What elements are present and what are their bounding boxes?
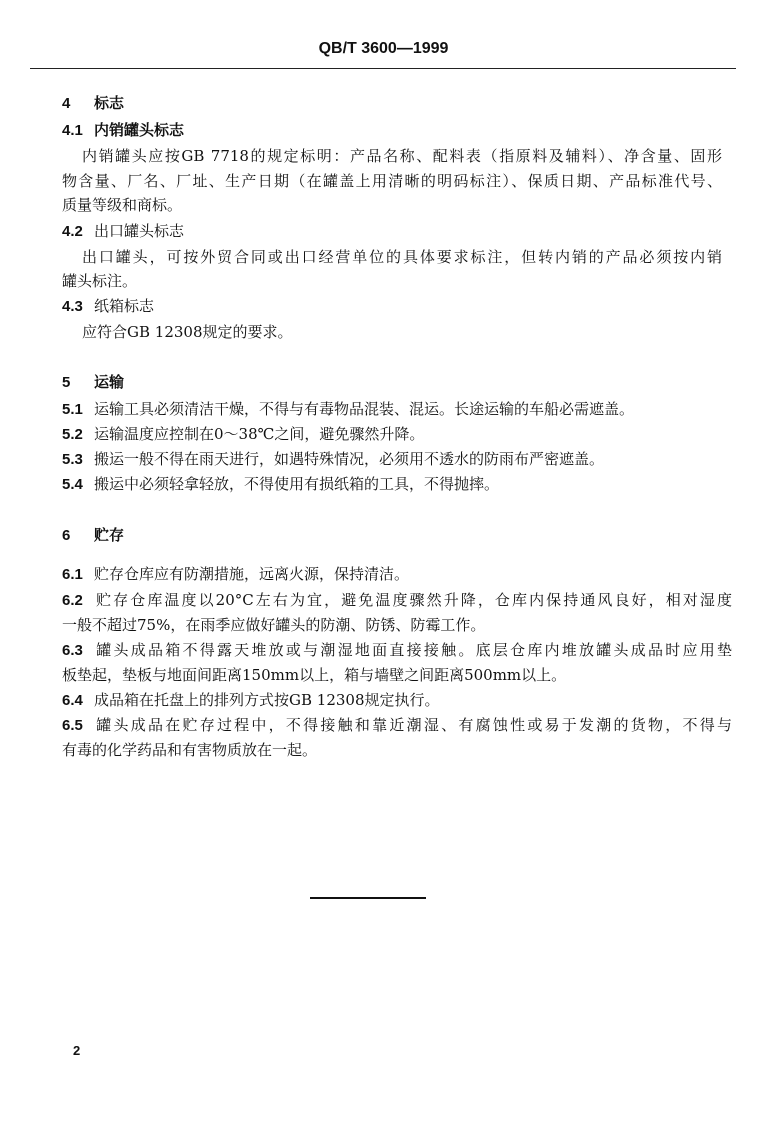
clause-number: 5.4	[62, 476, 83, 493]
clause-6-5	[62, 715, 732, 736]
clause-number: 6.2	[62, 592, 83, 609]
clause-6-1	[62, 564, 409, 585]
header-rule	[30, 68, 736, 69]
clause-6-3	[62, 640, 732, 661]
paragraph-line: 罐头标注。	[62, 272, 138, 290]
section-number: 6	[62, 527, 71, 544]
page-number: 2	[73, 1043, 81, 1058]
paragraph-line: 质量等级和商标。	[62, 196, 183, 214]
section-5-heading	[62, 372, 124, 393]
clause-text: 运输工具必须清洁干燥，不得与有毒物品混装、混运。长途运输的车船必需遮盖。	[94, 400, 635, 418]
section-number: 4.1	[62, 122, 83, 139]
clause-text: 搬运中必须轻拿轻放，不得使用有损纸箱的工具，不得抛摔。	[94, 475, 500, 493]
clause-number: 6.5	[62, 717, 83, 734]
clause-6-4	[62, 690, 440, 711]
section-4-heading	[62, 93, 124, 114]
section-title: 出口罐头标志	[94, 222, 185, 240]
section-title: 内销罐头标志	[94, 121, 185, 139]
clause-5-2	[62, 424, 424, 445]
clause-text: 贮存仓库温度以20°C左右为宜，避免温度骤然升降，仓库内保持通风良好，相对湿度	[94, 591, 732, 609]
section-title: 标志	[94, 94, 125, 112]
section-4-1-heading	[62, 120, 184, 141]
clause-text: 成品箱在托盘上的排列方式按GB 12308规定执行。	[94, 691, 440, 709]
clause-number: 6.4	[62, 692, 83, 709]
section-number: 4.3	[62, 298, 83, 315]
section-6-heading	[62, 525, 124, 546]
clause-text: 搬运一般不得在雨天进行，如遇特殊情况，必须用不透水的防雨布严密遮盖。	[94, 450, 605, 468]
clause-continuation: 板垫起，垫板与地面间距离150mm以上，箱与墙壁之间距离500mm以上。	[62, 666, 567, 684]
clause-number: 6.1	[62, 566, 83, 583]
clause-5-4	[62, 474, 499, 495]
clause-5-3	[62, 449, 604, 470]
clause-number: 5.3	[62, 451, 83, 468]
paragraph-line: 应符合GB 12308规定的要求。	[82, 323, 293, 341]
clause-text: 罐头成品箱不得露天堆放或与潮湿地面直接接触。底层仓库内堆放罐头成品时应用垫	[94, 641, 732, 659]
clause-text: 运输温度应控制在0～38℃之间，避免骤然升降。	[94, 425, 425, 443]
clause-number: 5.2	[62, 426, 83, 443]
clause-text: 贮存仓库应有防潮措施，远离火源，保持清洁。	[94, 565, 410, 583]
section-title: 纸箱标志	[94, 297, 155, 315]
standard-code-header: QB/T 3600—1999	[318, 40, 449, 57]
section-number: 4	[62, 95, 71, 112]
section-title: 贮存	[94, 526, 125, 544]
section-title: 运输	[94, 373, 125, 391]
clause-5-1	[62, 399, 634, 420]
section-4-2-heading	[62, 221, 184, 242]
section-number: 4.2	[62, 223, 83, 240]
paragraph-line: 物含量、厂名、厂址、生产日期（在罐盖上用清晰的明码标注）、保质日期、产品标准代号、	[62, 172, 722, 190]
clause-number: 6.3	[62, 642, 83, 659]
clause-continuation: 有毒的化学药品和有害物质放在一起。	[62, 741, 318, 759]
paragraph-line: 内销罐头应按GB 7718的规定标明：产品名称、配料表（指原料及辅料）、净含量、固形	[82, 147, 722, 165]
clause-number: 5.1	[62, 401, 83, 418]
end-rule	[310, 897, 426, 899]
clause-6-2	[62, 590, 732, 611]
paragraph-line: 出口罐头，可按外贸合同或出口经营单位的具体要求标注，但转内销的产品必须按内销	[82, 248, 722, 266]
clause-text: 罐头成品在贮存过程中，不得接触和靠近潮湿、有腐蚀性或易于发潮的货物，不得与	[94, 716, 732, 734]
clause-continuation: 一般不超过75%，在雨季应做好罐头的防潮、防锈、防霉工作。	[62, 616, 486, 634]
section-number: 5	[62, 374, 71, 391]
section-4-3-heading	[62, 296, 154, 317]
